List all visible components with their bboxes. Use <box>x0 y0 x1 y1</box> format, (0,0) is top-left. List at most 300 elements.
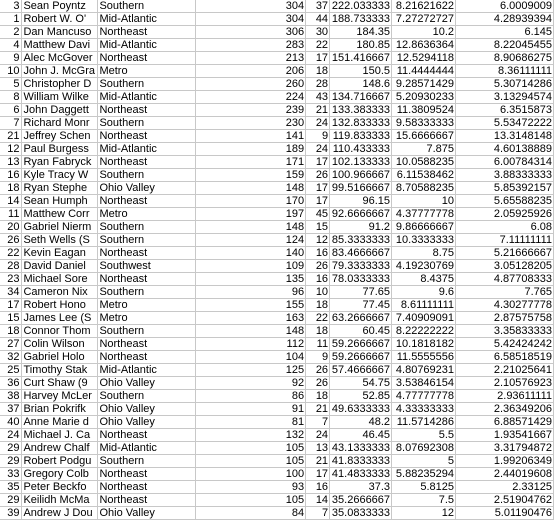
cell-name[interactable]: Robert Podgu <box>22 455 98 468</box>
cell-ratio[interactable]: 3.13294574 <box>456 91 554 104</box>
cell-total[interactable]: 104 <box>196 351 306 364</box>
cell-ratio[interactable]: 2.87575758 <box>456 312 554 325</box>
cell-ratio[interactable]: 3.05128205 <box>456 260 554 273</box>
cell-count[interactable]: 43 <box>306 91 330 104</box>
cell-total[interactable]: 304 <box>196 13 306 26</box>
cell-total[interactable]: 306 <box>196 26 306 39</box>
cell-score[interactable]: 92.6666667 <box>330 208 392 221</box>
cell-total[interactable]: 141 <box>196 130 306 143</box>
cell-score[interactable]: 151.416667 <box>330 52 392 65</box>
cell-ratio[interactable]: 2.33125 <box>456 481 554 494</box>
cell-rank[interactable]: 40 <box>0 416 22 429</box>
cell-name[interactable]: John J. McGra <box>22 65 98 78</box>
cell-rank[interactable]: 27 <box>0 338 22 351</box>
cell-score[interactable]: 46.45 <box>330 429 392 442</box>
cell-score[interactable]: 35.0833333 <box>330 507 392 520</box>
cell-avg[interactable]: 12.8636364 <box>392 39 456 52</box>
cell-score[interactable]: 180.85 <box>330 39 392 52</box>
cell-region[interactable]: Northeast <box>98 351 196 364</box>
cell-total[interactable]: 132 <box>196 429 306 442</box>
cell-count[interactable]: 9 <box>306 130 330 143</box>
cell-rank[interactable]: 23 <box>0 273 22 286</box>
cell-name[interactable]: Harvey McLer <box>22 390 98 403</box>
cell-avg[interactable]: 8.4375 <box>392 273 456 286</box>
cell-ratio[interactable]: 1.93541667 <box>456 429 554 442</box>
cell-total[interactable]: 148 <box>196 325 306 338</box>
cell-region[interactable]: Northeast <box>98 247 196 260</box>
cell-name[interactable]: Peter Beckfo <box>22 481 98 494</box>
cell-count[interactable]: 16 <box>306 247 330 260</box>
cell-name[interactable]: Paul Burgess <box>22 143 98 156</box>
cell-avg[interactable]: 5 <box>392 455 456 468</box>
cell-ratio[interactable]: 8.22045455 <box>456 39 554 52</box>
cell-avg[interactable]: 9.58333333 <box>392 117 456 130</box>
cell-avg[interactable]: 4.19230769 <box>392 260 456 273</box>
cell-rank[interactable]: 39 <box>0 507 22 520</box>
cell-ratio[interactable]: 7.765 <box>456 286 554 299</box>
cell-name[interactable]: Richard Monr <box>22 117 98 130</box>
cell-total[interactable]: 230 <box>196 117 306 130</box>
cell-avg[interactable]: 4.33333333 <box>392 403 456 416</box>
cell-count[interactable]: 17 <box>306 195 330 208</box>
cell-ratio[interactable]: 4.30277778 <box>456 299 554 312</box>
cell-score[interactable]: 110.433333 <box>330 143 392 156</box>
cell-score[interactable]: 148.6 <box>330 78 392 91</box>
cell-rank[interactable]: 20 <box>0 221 22 234</box>
cell-total[interactable]: 155 <box>196 299 306 312</box>
cell-avg[interactable]: 4.80769231 <box>392 364 456 377</box>
cell-name[interactable]: Kevin Eagan <box>22 247 98 260</box>
cell-count[interactable]: 26 <box>306 169 330 182</box>
cell-name[interactable]: Matthew Corr <box>22 208 98 221</box>
cell-ratio[interactable]: 4.60138889 <box>456 143 554 156</box>
cell-avg[interactable]: 9.6 <box>392 286 456 299</box>
cell-total[interactable]: 197 <box>196 208 306 221</box>
cell-score[interactable]: 63.2666667 <box>330 312 392 325</box>
cell-rank[interactable]: 10 <box>0 65 22 78</box>
cell-total[interactable]: 135 <box>196 273 306 286</box>
cell-avg[interactable]: 10.2 <box>392 26 456 39</box>
cell-score[interactable]: 35.2666667 <box>330 494 392 507</box>
cell-rank[interactable]: 2 <box>0 26 22 39</box>
cell-name[interactable]: Michael Sore <box>22 273 98 286</box>
cell-score[interactable]: 119.833333 <box>330 130 392 143</box>
cell-region[interactable]: Northeast <box>98 273 196 286</box>
cell-name[interactable]: Ryan Fabryck <box>22 156 98 169</box>
cell-avg[interactable]: 8.70588235 <box>392 182 456 195</box>
cell-ratio[interactable]: 7.11111111 <box>456 234 554 247</box>
cell-total[interactable]: 112 <box>196 338 306 351</box>
cell-ratio[interactable]: 6.00784314 <box>456 156 554 169</box>
cell-region[interactable]: Northeast <box>98 104 196 117</box>
cell-count[interactable]: 17 <box>306 468 330 481</box>
cell-rank[interactable]: 18 <box>0 325 22 338</box>
cell-count[interactable]: 12 <box>306 234 330 247</box>
cell-ratio[interactable]: 3.88333333 <box>456 169 554 182</box>
cell-name[interactable]: Anne Marie d <box>22 416 98 429</box>
cell-region[interactable]: Ohio Valley <box>98 377 196 390</box>
cell-score[interactable]: 222.033333 <box>330 0 392 13</box>
cell-region[interactable]: Mid-Atlantic <box>98 143 196 156</box>
cell-score[interactable]: 48.2 <box>330 416 392 429</box>
cell-score[interactable]: 100.966667 <box>330 169 392 182</box>
cell-avg[interactable]: 8.75 <box>392 247 456 260</box>
cell-count[interactable]: 18 <box>306 390 330 403</box>
cell-rank[interactable]: 15 <box>0 312 22 325</box>
cell-name[interactable]: Christopher D <box>22 78 98 91</box>
cell-name[interactable]: Matthew Davi <box>22 39 98 52</box>
cell-score[interactable]: 132.833333 <box>330 117 392 130</box>
cell-total[interactable]: 239 <box>196 104 306 117</box>
cell-region[interactable]: Southwest <box>98 260 196 273</box>
cell-ratio[interactable]: 6.58518519 <box>456 351 554 364</box>
cell-total[interactable]: 81 <box>196 416 306 429</box>
cell-avg[interactable]: 10 <box>392 195 456 208</box>
cell-score[interactable]: 77.65 <box>330 286 392 299</box>
cell-total[interactable]: 105 <box>196 455 306 468</box>
cell-ratio[interactable]: 3.31794872 <box>456 442 554 455</box>
cell-region[interactable]: Northeast <box>98 468 196 481</box>
cell-total[interactable]: 159 <box>196 169 306 182</box>
cell-avg[interactable]: 5.5 <box>392 429 456 442</box>
cell-score[interactable]: 99.5166667 <box>330 182 392 195</box>
cell-rank[interactable]: 33 <box>0 468 22 481</box>
cell-region[interactable]: Northeast <box>98 338 196 351</box>
cell-count[interactable]: 7 <box>306 507 330 520</box>
cell-total[interactable]: 92 <box>196 377 306 390</box>
cell-avg[interactable]: 11.5555556 <box>392 351 456 364</box>
cell-region[interactable]: Mid-Atlantic <box>98 91 196 104</box>
cell-region[interactable]: Southern <box>98 325 196 338</box>
cell-total[interactable]: 189 <box>196 143 306 156</box>
cell-ratio[interactable]: 6.0009009 <box>456 0 554 13</box>
cell-total[interactable]: 148 <box>196 182 306 195</box>
cell-total[interactable]: 91 <box>196 403 306 416</box>
cell-avg[interactable]: 5.20930233 <box>392 91 456 104</box>
cell-name[interactable]: Kyle Tracy W <box>22 169 98 182</box>
cell-avg[interactable]: 5.8125 <box>392 481 456 494</box>
cell-avg[interactable]: 6.11538462 <box>392 169 456 182</box>
cell-total[interactable]: 260 <box>196 78 306 91</box>
cell-ratio[interactable]: 5.30714286 <box>456 78 554 91</box>
cell-count[interactable]: 11 <box>306 338 330 351</box>
cell-rank[interactable]: 7 <box>0 117 22 130</box>
cell-name[interactable]: Andrew Chalf <box>22 442 98 455</box>
cell-rank[interactable]: 9 <box>0 52 22 65</box>
cell-region[interactable]: Ohio Valley <box>98 416 196 429</box>
cell-rank[interactable]: 25 <box>0 364 22 377</box>
cell-name[interactable]: Ryan Stephe <box>22 182 98 195</box>
cell-total[interactable]: 105 <box>196 442 306 455</box>
cell-avg[interactable]: 7.40909091 <box>392 312 456 325</box>
cell-score[interactable]: 188.733333 <box>330 13 392 26</box>
cell-total[interactable]: 170 <box>196 195 306 208</box>
cell-count[interactable]: 15 <box>306 221 330 234</box>
cell-region[interactable]: Metro <box>98 299 196 312</box>
cell-score[interactable]: 54.75 <box>330 377 392 390</box>
cell-count[interactable]: 26 <box>306 260 330 273</box>
cell-region[interactable]: Southern <box>98 78 196 91</box>
cell-region[interactable]: Southern <box>98 234 196 247</box>
cell-region[interactable]: Northeast <box>98 494 196 507</box>
cell-name[interactable]: Colin Wilson <box>22 338 98 351</box>
cell-name[interactable]: Connor Thom <box>22 325 98 338</box>
cell-count[interactable]: 22 <box>306 39 330 52</box>
cell-name[interactable]: Robert W. O' <box>22 13 98 26</box>
cell-score[interactable]: 79.3333333 <box>330 260 392 273</box>
cell-count[interactable]: 37 <box>306 0 330 13</box>
cell-rank[interactable]: 8 <box>0 91 22 104</box>
cell-region[interactable]: Southern <box>98 286 196 299</box>
cell-rank[interactable]: 6 <box>0 104 22 117</box>
cell-avg[interactable]: 10.1818182 <box>392 338 456 351</box>
cell-avg[interactable]: 8.61111111 <box>392 299 456 312</box>
cell-ratio[interactable]: 6.88571429 <box>456 416 554 429</box>
cell-score[interactable]: 59.2666667 <box>330 351 392 364</box>
cell-total[interactable]: 124 <box>196 234 306 247</box>
cell-total[interactable]: 105 <box>196 494 306 507</box>
cell-count[interactable]: 24 <box>306 143 330 156</box>
cell-avg[interactable]: 4.77777778 <box>392 390 456 403</box>
cell-score[interactable]: 134.716667 <box>330 91 392 104</box>
cell-region[interactable]: Mid-Atlantic <box>98 39 196 52</box>
cell-count[interactable]: 26 <box>306 377 330 390</box>
cell-ratio[interactable]: 5.42424242 <box>456 338 554 351</box>
cell-region[interactable]: Mid-Atlantic <box>98 13 196 26</box>
cell-count[interactable]: 21 <box>306 455 330 468</box>
cell-count[interactable]: 10 <box>306 286 330 299</box>
cell-rank[interactable]: 34 <box>0 286 22 299</box>
cell-name[interactable]: Michael J. Ca <box>22 429 98 442</box>
cell-region[interactable]: Northeast <box>98 130 196 143</box>
cell-ratio[interactable]: 2.93611111 <box>456 390 554 403</box>
cell-ratio[interactable]: 8.36111111 <box>456 65 554 78</box>
cell-name[interactable]: Jeffrey Schen <box>22 130 98 143</box>
cell-rank[interactable]: 29 <box>0 494 22 507</box>
cell-total[interactable]: 93 <box>196 481 306 494</box>
cell-name[interactable]: William Wilke <box>22 91 98 104</box>
cell-ratio[interactable]: 5.53472222 <box>456 117 554 130</box>
cell-avg[interactable]: 9.28571429 <box>392 78 456 91</box>
cell-count[interactable]: 17 <box>306 156 330 169</box>
cell-name[interactable]: Curt Shaw (9 <box>22 377 98 390</box>
cell-rank[interactable]: 32 <box>0 351 22 364</box>
cell-avg[interactable]: 10.0588235 <box>392 156 456 169</box>
cell-ratio[interactable]: 13.3148148 <box>456 130 554 143</box>
cell-rank[interactable]: 17 <box>0 299 22 312</box>
cell-rank[interactable]: 29 <box>0 455 22 468</box>
cell-score[interactable]: 85.3333333 <box>330 234 392 247</box>
cell-name[interactable]: Sean Humph <box>22 195 98 208</box>
cell-avg[interactable]: 12 <box>392 507 456 520</box>
cell-total[interactable]: 304 <box>196 0 306 13</box>
cell-score[interactable]: 43.1333333 <box>330 442 392 455</box>
cell-region[interactable]: Northeast <box>98 26 196 39</box>
cell-count[interactable]: 17 <box>306 182 330 195</box>
cell-score[interactable]: 41.8333333 <box>330 455 392 468</box>
cell-score[interactable]: 59.2666667 <box>330 338 392 351</box>
cell-region[interactable]: Southern <box>98 169 196 182</box>
cell-total[interactable]: 100 <box>196 468 306 481</box>
cell-avg[interactable]: 7.875 <box>392 143 456 156</box>
cell-rank[interactable]: 16 <box>0 169 22 182</box>
cell-count[interactable]: 14 <box>306 494 330 507</box>
cell-ratio[interactable]: 5.01190476 <box>456 507 554 520</box>
cell-rank[interactable]: 4 <box>0 39 22 52</box>
cell-avg[interactable]: 7.5 <box>392 494 456 507</box>
cell-avg[interactable]: 8.22222222 <box>392 325 456 338</box>
cell-count[interactable]: 22 <box>306 312 330 325</box>
cell-total[interactable]: 213 <box>196 52 306 65</box>
cell-ratio[interactable]: 2.36349206 <box>456 403 554 416</box>
cell-rank[interactable]: 36 <box>0 377 22 390</box>
cell-ratio[interactable]: 5.85392157 <box>456 182 554 195</box>
cell-name[interactable]: John Daggett <box>22 104 98 117</box>
cell-rank[interactable]: 18 <box>0 182 22 195</box>
cell-name[interactable]: David Daniel <box>22 260 98 273</box>
cell-region[interactable]: Metro <box>98 65 196 78</box>
cell-total[interactable]: 86 <box>196 390 306 403</box>
cell-rank[interactable]: 5 <box>0 78 22 91</box>
cell-score[interactable]: 133.383333 <box>330 104 392 117</box>
cell-region[interactable]: Ohio Valley <box>98 182 196 195</box>
cell-count[interactable]: 18 <box>306 325 330 338</box>
cell-name[interactable]: Alec McGover <box>22 52 98 65</box>
cell-count[interactable]: 21 <box>306 104 330 117</box>
cell-ratio[interactable]: 2.10576923 <box>456 377 554 390</box>
cell-region[interactable]: Metro <box>98 208 196 221</box>
cell-count[interactable]: 24 <box>306 117 330 130</box>
cell-rank[interactable]: 13 <box>0 156 22 169</box>
cell-rank[interactable]: 37 <box>0 403 22 416</box>
cell-rank[interactable]: 35 <box>0 481 22 494</box>
cell-score[interactable]: 91.2 <box>330 221 392 234</box>
cell-avg[interactable]: 12.5294118 <box>392 52 456 65</box>
cell-ratio[interactable]: 3.35833333 <box>456 325 554 338</box>
cell-count[interactable]: 24 <box>306 429 330 442</box>
cell-region[interactable]: Southern <box>98 390 196 403</box>
cell-total[interactable]: 125 <box>196 364 306 377</box>
cell-total[interactable]: 163 <box>196 312 306 325</box>
cell-ratio[interactable]: 6.3515873 <box>456 104 554 117</box>
cell-score[interactable]: 41.4833333 <box>330 468 392 481</box>
cell-name[interactable]: Gregory Colb <box>22 468 98 481</box>
cell-count[interactable]: 21 <box>306 403 330 416</box>
cell-ratio[interactable]: 5.65588235 <box>456 195 554 208</box>
cell-region[interactable]: Northeast <box>98 52 196 65</box>
cell-name[interactable]: Seth Wells (S <box>22 234 98 247</box>
cell-region[interactable]: Southern <box>98 455 196 468</box>
cell-ratio[interactable]: 8.90686275 <box>456 52 554 65</box>
cell-ratio[interactable]: 6.08 <box>456 221 554 234</box>
cell-count[interactable]: 26 <box>306 364 330 377</box>
cell-avg[interactable]: 5.88235294 <box>392 468 456 481</box>
cell-rank[interactable]: 21 <box>0 130 22 143</box>
cell-name[interactable]: Timothy Stak <box>22 364 98 377</box>
cell-score[interactable]: 83.4666667 <box>330 247 392 260</box>
cell-rank[interactable]: 3 <box>0 0 22 13</box>
cell-avg[interactable]: 11.3809524 <box>392 104 456 117</box>
cell-ratio[interactable]: 2.51904762 <box>456 494 554 507</box>
cell-region[interactable]: Southern <box>98 117 196 130</box>
cell-avg[interactable]: 8.07692308 <box>392 442 456 455</box>
cell-name[interactable]: Gabriel Nierm <box>22 221 98 234</box>
cell-ratio[interactable]: 4.28939394 <box>456 13 554 26</box>
cell-name[interactable]: Sean Poyntz <box>22 0 98 13</box>
cell-avg[interactable]: 7.27272727 <box>392 13 456 26</box>
cell-region[interactable]: Ohio Valley <box>98 403 196 416</box>
cell-region[interactable]: Northeast <box>98 156 196 169</box>
cell-ratio[interactable]: 4.87708333 <box>456 273 554 286</box>
cell-score[interactable]: 77.45 <box>330 299 392 312</box>
cell-count[interactable]: 7 <box>306 416 330 429</box>
cell-region[interactable]: Ohio Valley <box>98 507 196 520</box>
cell-score[interactable]: 49.6333333 <box>330 403 392 416</box>
cell-total[interactable]: 109 <box>196 260 306 273</box>
cell-score[interactable]: 184.35 <box>330 26 392 39</box>
cell-score[interactable]: 57.4666667 <box>330 364 392 377</box>
cell-ratio[interactable]: 6.145 <box>456 26 554 39</box>
cell-region[interactable]: Northeast <box>98 429 196 442</box>
cell-count[interactable]: 17 <box>306 52 330 65</box>
cell-count[interactable]: 18 <box>306 299 330 312</box>
cell-region[interactable]: Southern <box>98 221 196 234</box>
cell-avg[interactable]: 3.53846154 <box>392 377 456 390</box>
cell-region[interactable]: Northeast <box>98 481 196 494</box>
cell-score[interactable]: 102.133333 <box>330 156 392 169</box>
cell-name[interactable]: Cameron Nix <box>22 286 98 299</box>
cell-avg[interactable]: 10.3333333 <box>392 234 456 247</box>
cell-count[interactable]: 44 <box>306 13 330 26</box>
cell-region[interactable]: Mid-Atlantic <box>98 364 196 377</box>
cell-avg[interactable]: 15.6666667 <box>392 130 456 143</box>
cell-rank[interactable]: 12 <box>0 143 22 156</box>
cell-total[interactable]: 84 <box>196 507 306 520</box>
cell-total[interactable]: 283 <box>196 39 306 52</box>
cell-score[interactable]: 78.0333333 <box>330 273 392 286</box>
cell-ratio[interactable]: 1.99206349 <box>456 455 554 468</box>
cell-rank[interactable]: 38 <box>0 390 22 403</box>
cell-total[interactable]: 140 <box>196 247 306 260</box>
cell-rank[interactable]: 26 <box>0 234 22 247</box>
cell-count[interactable]: 45 <box>306 208 330 221</box>
cell-ratio[interactable]: 2.05925926 <box>456 208 554 221</box>
cell-ratio[interactable]: 5.21666667 <box>456 247 554 260</box>
cell-total[interactable]: 171 <box>196 156 306 169</box>
cell-rank[interactable]: 22 <box>0 247 22 260</box>
cell-rank[interactable]: 29 <box>0 442 22 455</box>
cell-name[interactable]: Andrew J Dou <box>22 507 98 520</box>
cell-avg[interactable]: 4.37777778 <box>392 208 456 221</box>
cell-total[interactable]: 206 <box>196 65 306 78</box>
cell-avg[interactable]: 9.86666667 <box>392 221 456 234</box>
cell-ratio[interactable]: 2.44019608 <box>456 468 554 481</box>
cell-count[interactable]: 18 <box>306 65 330 78</box>
cell-total[interactable]: 224 <box>196 91 306 104</box>
cell-name[interactable]: James Lee (S <box>22 312 98 325</box>
cell-count[interactable]: 16 <box>306 481 330 494</box>
cell-total[interactable]: 96 <box>196 286 306 299</box>
cell-avg[interactable]: 11.5714286 <box>392 416 456 429</box>
cell-region[interactable]: Mid-Atlantic <box>98 442 196 455</box>
cell-name[interactable]: Dan Mancuso <box>22 26 98 39</box>
cell-score[interactable]: 52.85 <box>330 390 392 403</box>
cell-rank[interactable]: 11 <box>0 208 22 221</box>
cell-avg[interactable]: 8.21621622 <box>392 0 456 13</box>
cell-count[interactable]: 30 <box>306 26 330 39</box>
cell-rank[interactable]: 28 <box>0 260 22 273</box>
cell-count[interactable]: 16 <box>306 273 330 286</box>
